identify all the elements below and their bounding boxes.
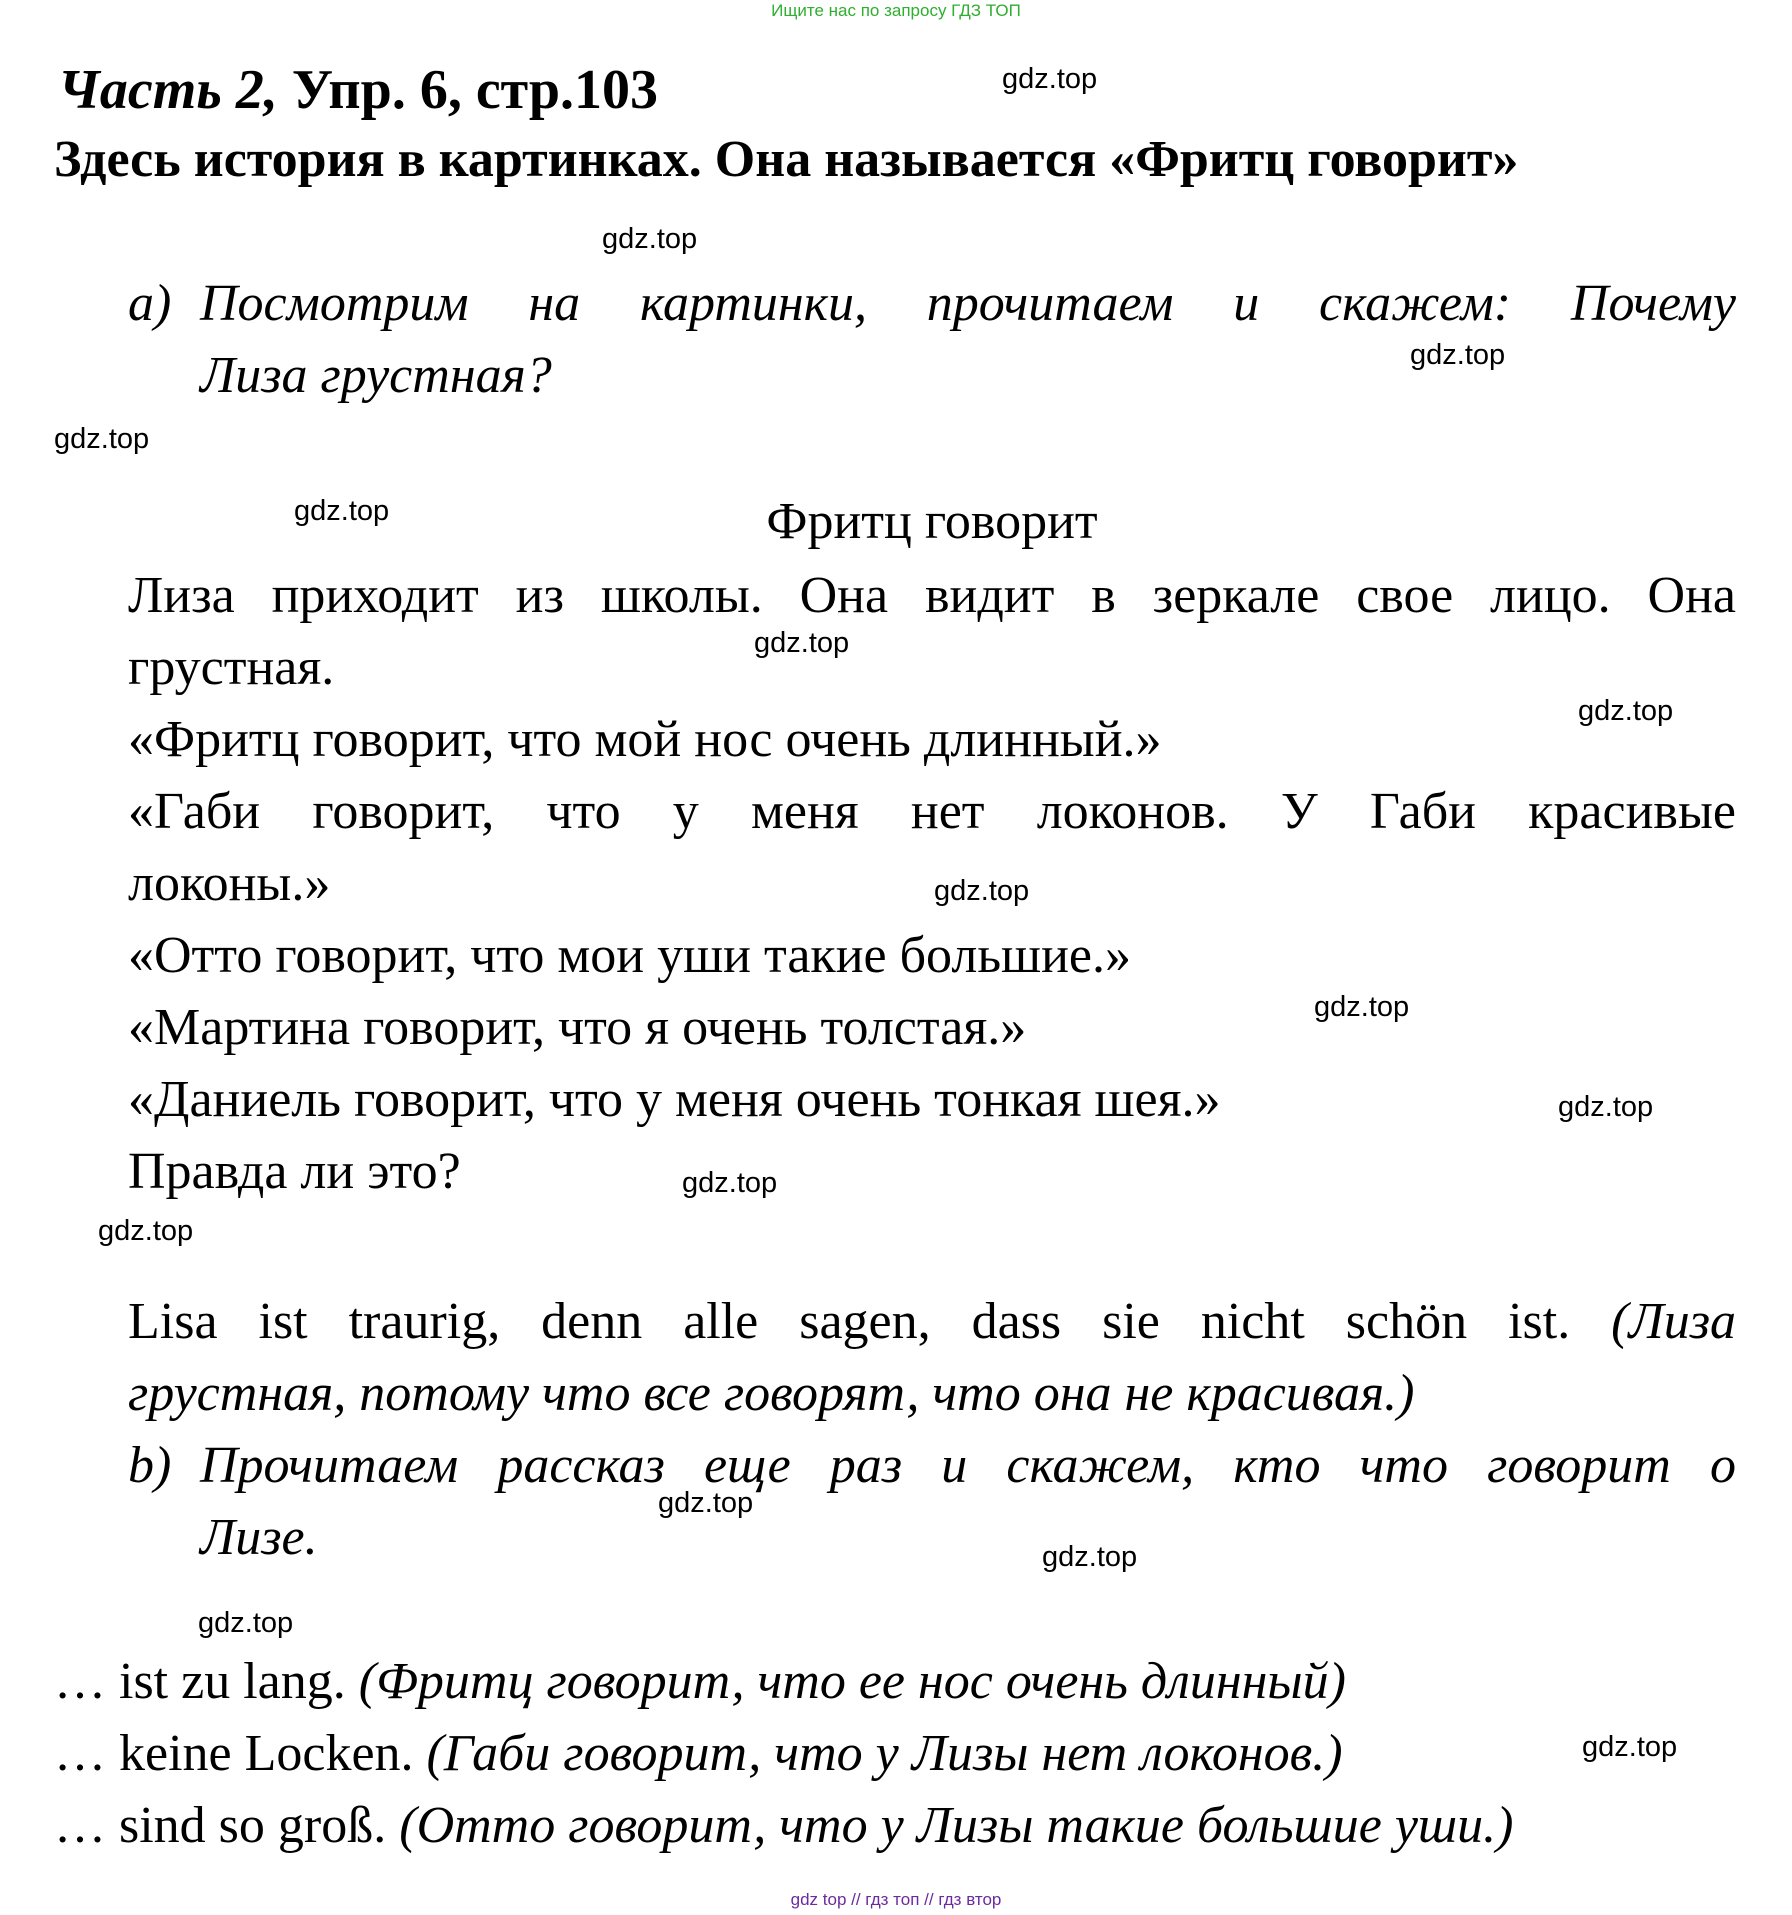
- top-banner: Ищите нас по запросу ГДЗ ТОП: [771, 1, 1021, 20]
- part-label: Часть 2,: [58, 59, 278, 121]
- watermark: gdz.top: [198, 1607, 294, 1639]
- answer-b-german: … sind so groß.: [54, 1797, 400, 1854]
- story-line: грустная.: [128, 639, 335, 696]
- footer-links: gdz top // гдз топ // гдз втор: [790, 1890, 1002, 1909]
- answer-b-russian: (Фритц говорит, что ее нос очень длинный): [358, 1653, 1346, 1710]
- exercise-header: [58, 58, 658, 122]
- story-question: Правда ли это?: [128, 1143, 461, 1200]
- watermark: gdz.top: [1558, 1091, 1654, 1123]
- story-line: «Отто говорит, что мои уши такие большие.»: [128, 927, 1131, 984]
- story-title: Фритц говорит: [766, 493, 1098, 550]
- watermark: gdz.top: [1042, 1541, 1138, 1573]
- watermark: gdz.top: [602, 223, 698, 255]
- answer-a-german: Lisa ist traurig, denn alle sagen, dass sie nicht schön ist.: [128, 1293, 1612, 1350]
- task-b-label: b): [128, 1437, 172, 1494]
- watermark: gdz.top: [1314, 991, 1410, 1023]
- watermark: gdz.top: [54, 423, 150, 455]
- answer-b-german: … keine Locken.: [54, 1725, 427, 1782]
- answer-b-row: [54, 1718, 1343, 1790]
- watermark: gdz.top: [1578, 695, 1674, 727]
- watermark: gdz.top: [682, 1167, 778, 1199]
- watermark: gdz.top: [294, 495, 390, 527]
- watermark: gdz.top: [1410, 339, 1506, 371]
- story-line: «Габи говорит, что у меня нет локонов. У Габи красивые: [128, 783, 1736, 840]
- story-line: локоны.»: [128, 855, 331, 912]
- story-line: «Даниель говорит, что у меня очень тонкая шея.»: [128, 1071, 1221, 1128]
- answer-b-german: … ist zu lang.: [54, 1653, 359, 1710]
- story-line: Лиза приходит из школы. Она видит в зеркале свое лицо. Она: [128, 567, 1736, 624]
- task-a-line1: Посмотрим на картинки, прочитаем и скажем: Почему: [200, 275, 1736, 332]
- story-line: «Мартина говорит, что я очень толстая.»: [128, 999, 1027, 1056]
- task-a-label: a): [128, 275, 172, 332]
- story-line: «Фритц говорит, что мой нос очень длинный.»: [128, 711, 1162, 768]
- task-b-line1: Прочитаем рассказ еще раз и скажем, кто что говорит о: [200, 1437, 1736, 1494]
- exercise-label: Упр. 6, стр.103: [277, 59, 659, 121]
- answer-b-russian: (Габи говорит, что у Лизы нет локонов.): [426, 1725, 1343, 1782]
- answer-b-russian: (Отто говорит, что у Лизы такие большие уши.): [399, 1797, 1514, 1854]
- watermark: gdz.top: [1002, 63, 1098, 95]
- answer-b-row: [54, 1646, 1346, 1718]
- watermark: gdz.top: [1582, 1731, 1678, 1763]
- watermark: gdz.top: [754, 627, 850, 659]
- watermark: gdz.top: [98, 1215, 194, 1247]
- task-heading: Здесь история в картинках. Она называется «Фритц говорит»: [54, 131, 1519, 188]
- answer-b-row: [54, 1790, 1514, 1862]
- task-b-line2: Лизе.: [200, 1509, 318, 1566]
- task-a-line2: Лиза грустная?: [200, 347, 552, 404]
- watermark: gdz.top: [658, 1487, 754, 1519]
- answer-a-russian: (Лиза: [1611, 1293, 1736, 1350]
- watermark: gdz.top: [934, 875, 1030, 907]
- answer-a-line1: [128, 1286, 1736, 1358]
- answer-a-line2: грустная, потому что все говорят, что она не красивая.): [128, 1365, 1415, 1422]
